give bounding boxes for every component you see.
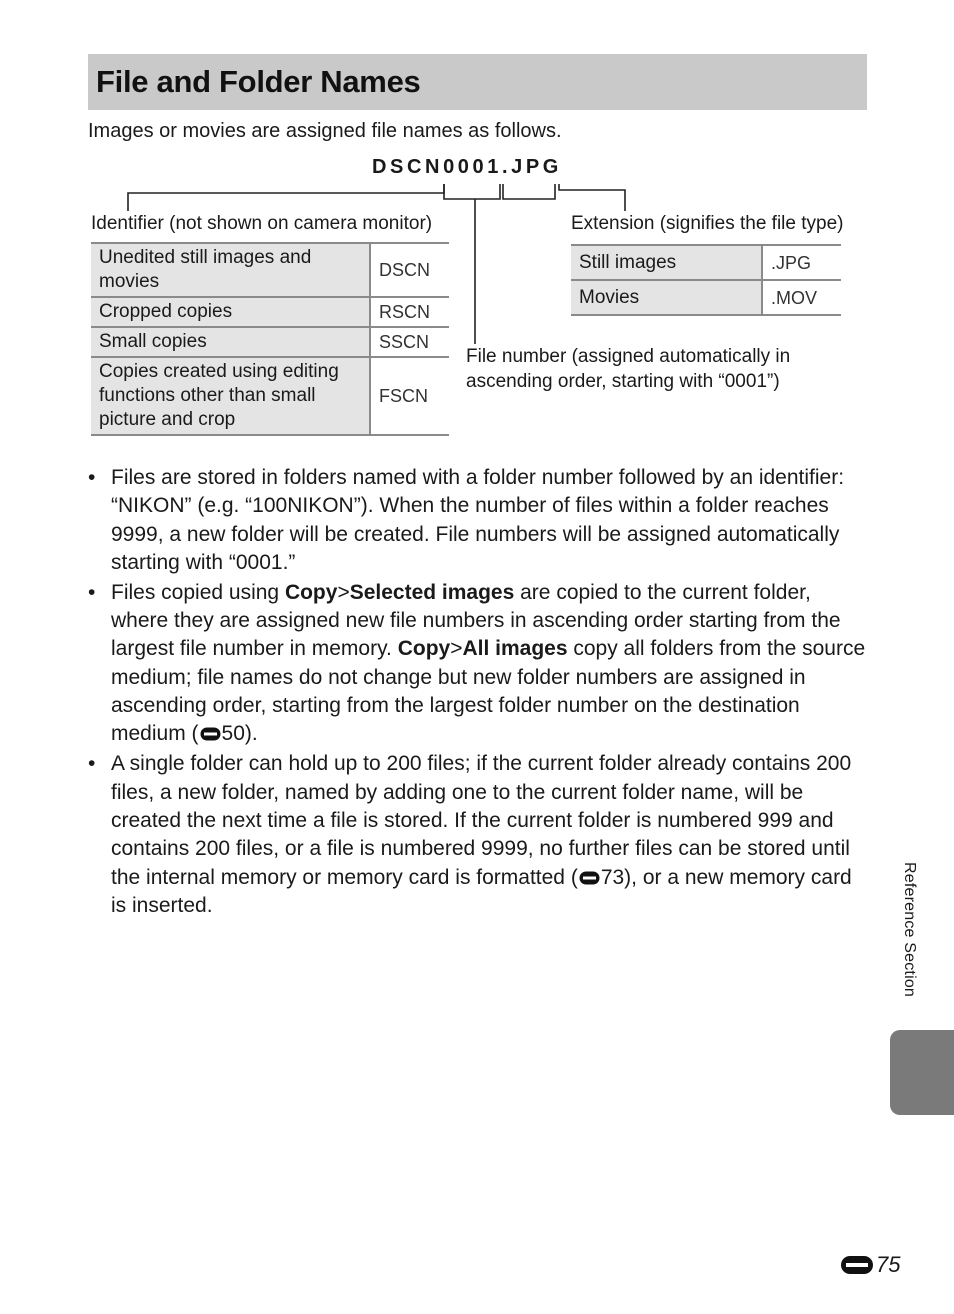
note-text: A single folder can hold up to 200 files; if the current folder already contains 200 files, a new folder, named by adding one to the current folder name, will be created the next time a file is stored. If the current folder is numbered 999 and contains 200 files, or a file is numbered 9999, no further files can be stored until the internal memory or memory card is formatted ( (111, 752, 852, 889)
note-text: are copied to the current folder, where they are assigned new file numbers in ascending order starting from the largest file number in memory. (111, 580, 841, 661)
bullet: • (88, 752, 96, 776)
reference-section-icon (200, 727, 221, 741)
note-text: copy all folders from the source medium; file names do not change but new folder numbers are assigned in ascending order, starting from the largest folder number on the destination medium ( (111, 637, 866, 746)
extension-table (571, 244, 841, 316)
table-row (91, 327, 449, 357)
extension-code: .MOV (771, 287, 818, 308)
menu-copy: Copy (397, 637, 451, 661)
page-reference: 50 (221, 722, 245, 746)
menu-all-images: All images (462, 637, 568, 661)
reference-section-icon (840, 1255, 874, 1275)
notes-list (88, 464, 868, 922)
note-text: ), or a new memory card is inserted. (111, 865, 852, 917)
menu-separator: > (450, 637, 463, 661)
extension-label: Still images (571, 245, 762, 280)
extension-label: Movies (571, 280, 762, 315)
dot-bracket (503, 184, 555, 199)
file-number-bracket (444, 184, 500, 199)
identifier-label: Copies created using editing functions other than small picture and crop (91, 357, 370, 435)
page-number-text: 75 (876, 1252, 901, 1277)
table-row (91, 297, 449, 327)
identifier-caption: Identifier (not shown on camera monitor) (91, 213, 433, 234)
identifier-label: Cropped copies (91, 297, 370, 327)
table-row (571, 245, 841, 280)
identifier-table (91, 242, 449, 436)
list-item (88, 750, 868, 920)
identifier-code: RSCN (379, 302, 431, 322)
identifier-label: Unedited still images and movies (91, 243, 370, 297)
section-side-label: Reference Section (901, 862, 918, 998)
table-row (91, 357, 449, 435)
intro-text: Images or movies are assigned file names as follows. (88, 120, 562, 142)
extension-bracket (559, 184, 625, 211)
identifier-label: Small copies (91, 327, 370, 357)
identifier-code: SSCN (379, 332, 430, 352)
reference-section-icon (579, 871, 600, 885)
page-number (840, 1250, 900, 1280)
extension-caption: Extension (signifies the file type) (571, 213, 844, 234)
menu-separator: > (337, 580, 350, 604)
note-text: Files copied using (111, 580, 285, 604)
filename-example: DSCN0001.JPG (372, 156, 562, 178)
identifier-bracket (128, 184, 444, 211)
bullet: • (88, 466, 96, 489)
note-text: ). (244, 722, 258, 746)
identifier-code: DSCN (379, 260, 431, 280)
page-reference: 73 (600, 865, 625, 889)
table-row (571, 280, 841, 315)
file-number-caption: File number (assigned automatically in ascending order, starting with “0001”) (466, 346, 791, 392)
extension-code: .JPG (771, 252, 812, 273)
identifier-code: FSCN (379, 386, 428, 406)
menu-selected-images: Selected images (349, 580, 515, 604)
list-item (88, 579, 868, 749)
table-row (91, 243, 449, 297)
list-item (88, 464, 868, 577)
menu-copy: Copy (284, 580, 338, 604)
page-title: File and Folder Names (96, 64, 421, 99)
note-text: Files are stored in folders named with a folder number followed by an identifier: “NIKON” (e.g. “100NIKON”). When the number of files within a folder reaches 9999, a new folder will be created. File numbers will be assigned automatically starting with “0001.” (111, 466, 845, 574)
bullet: • (88, 580, 96, 604)
section-tab (890, 1030, 954, 1115)
